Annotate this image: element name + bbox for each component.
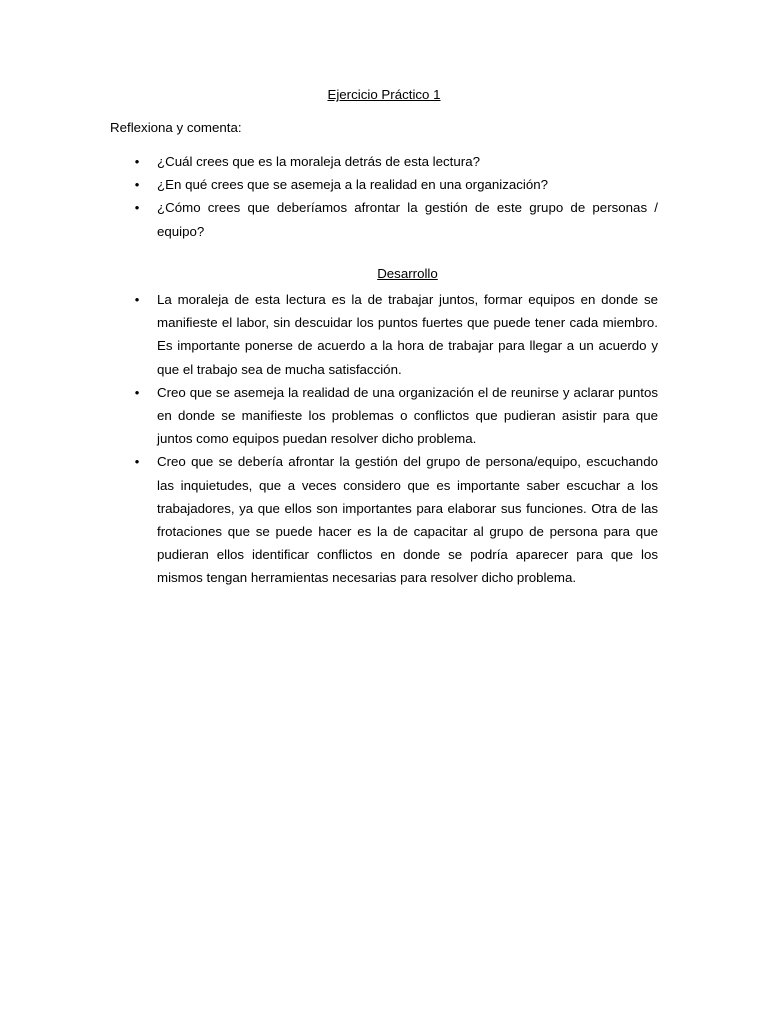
bullet-icon: • — [134, 384, 140, 400]
section-heading: Desarrollo — [377, 266, 438, 281]
bullet-icon: • — [134, 200, 140, 216]
question-text: ¿En qué crees que se asemeja a la realidad en una organización? — [157, 177, 549, 193]
question-item — [110, 196, 658, 242]
bullet-icon: • — [134, 454, 140, 470]
questions-list — [110, 150, 658, 243]
intro-text: Reflexiona y comenta: — [110, 120, 242, 135]
question-text: ¿Cuál crees que es la moraleja detrás de esta lectura? — [157, 154, 480, 169]
question-item — [110, 173, 658, 196]
bullet-icon: • — [134, 154, 140, 169]
bullet-icon: • — [134, 292, 140, 307]
answer-item — [110, 288, 658, 381]
answer-text: Creo que se debería afrontar la gestión del grupo de persona/equipo, escuchando las inquietudes, que a veces considero que es importante saber escuchar a los trabajadores, ya que ellos son importantes para elaborar sus funciones. Otra de las frotaciones que se puede hacer es la de capacitar al grupo de persona para que pudieran ellos identificar conflictos en donde se podría aparecer para que los mismos tengan herramientas necesarias para resolver dicho problema. — [157, 454, 658, 586]
answer-text: La moraleja de esta lectura es la de trabajar juntos, formar equipos en donde se manifieste el labor, sin descuidar los puntos fuertes que puede tener cada miembro. Es importante ponerse de acuerdo a la hora de trabajar para llegar a un acuerdo y que el trabajo sea de mucha satisfacción. — [157, 292, 658, 377]
answer-item — [110, 381, 658, 451]
answers-list — [110, 288, 658, 590]
question-item — [110, 150, 658, 173]
answer-item — [110, 450, 658, 589]
question-text: ¿Cómo crees que deberíamos afrontar la gestión de este grupo de personas / equipo? — [157, 200, 658, 239]
bullet-icon: • — [134, 177, 140, 193]
answer-text: Creo que se asemeja la realidad de una organización el de reunirse y aclarar puntos en donde se manifieste los problemas o conflictos que pudieran asistir para que juntos como equipos puedan resolver dicho problema. — [157, 384, 658, 447]
document-title: Ejercicio Práctico 1 — [327, 87, 441, 102]
